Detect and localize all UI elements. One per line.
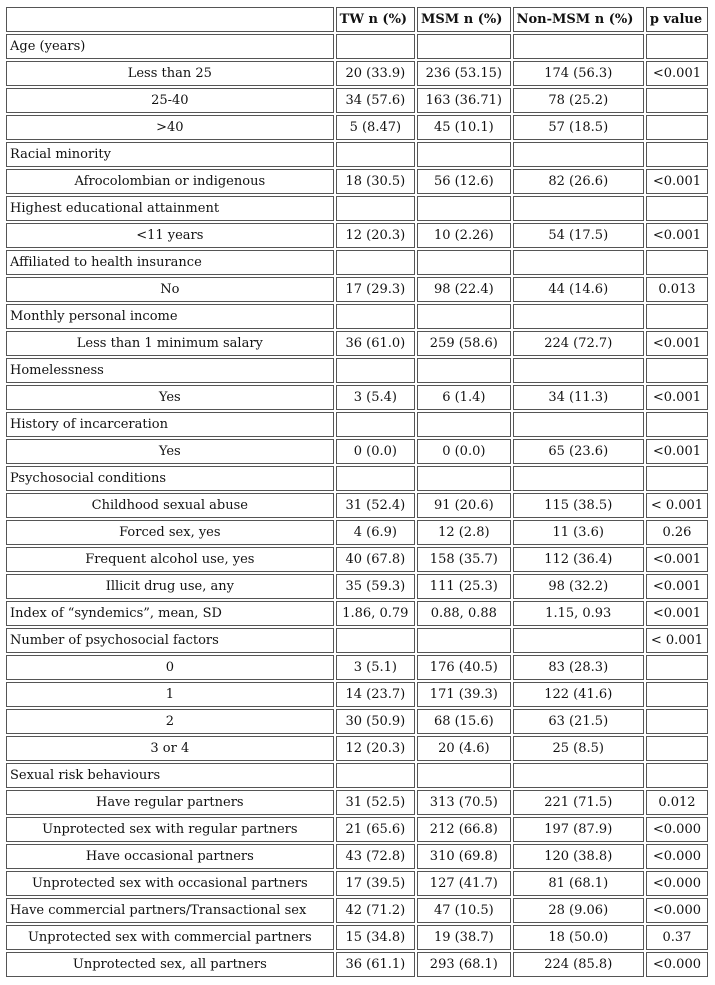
cell-tw: 4 (6.9) <box>336 520 415 545</box>
category-row <box>6 763 708 788</box>
cell-p-value: <0.000 <box>646 898 708 923</box>
cell-tw: 34 (57.6) <box>336 88 415 113</box>
cell-msm: 236 (53.15) <box>417 61 511 86</box>
cell-msm <box>417 196 511 221</box>
table-row <box>6 439 708 464</box>
category-row <box>6 142 708 167</box>
cell-tw <box>336 34 415 59</box>
cell-tw: 17 (39.5) <box>336 871 415 896</box>
cell-p-value: 0.012 <box>646 790 708 815</box>
cell-msm: 47 (10.5) <box>417 898 511 923</box>
row-label: No <box>6 277 334 302</box>
cell-tw <box>336 763 415 788</box>
row-label: History of incarceration <box>6 412 334 437</box>
cell-p-value: <0.001 <box>646 331 708 356</box>
cell-p-value <box>646 763 708 788</box>
cell-msm: 163 (36.71) <box>417 88 511 113</box>
cell-p-value <box>646 304 708 329</box>
header-tw: TW n (%) <box>336 7 415 32</box>
row-label: 1 <box>6 682 334 707</box>
row-label: 2 <box>6 709 334 734</box>
table-row <box>6 817 708 842</box>
row-label: >40 <box>6 115 334 140</box>
cell-p-value: <0.001 <box>646 385 708 410</box>
cell-msm: 127 (41.7) <box>417 871 511 896</box>
table-row <box>6 277 708 302</box>
cell-non-msm <box>513 142 644 167</box>
cell-p-value <box>646 34 708 59</box>
table-row <box>6 115 708 140</box>
row-label: Unprotected sex with regular partners <box>6 817 334 842</box>
cell-msm <box>417 763 511 788</box>
table-body <box>6 34 708 977</box>
row-label: Forced sex, yes <box>6 520 334 545</box>
cell-tw: 1.86, 0.79 <box>336 601 415 626</box>
row-label: Have commercial partners/Transactional sex <box>6 898 334 923</box>
cell-msm: 310 (69.8) <box>417 844 511 869</box>
header-empty <box>6 7 334 32</box>
cell-tw <box>336 304 415 329</box>
cell-p-value <box>646 88 708 113</box>
cell-non-msm: 122 (41.6) <box>513 682 644 707</box>
cell-msm: 158 (35.7) <box>417 547 511 572</box>
cell-non-msm: 112 (36.4) <box>513 547 644 572</box>
cell-msm <box>417 34 511 59</box>
cell-msm <box>417 466 511 491</box>
cell-tw: 21 (65.6) <box>336 817 415 842</box>
category-row <box>6 196 708 221</box>
cell-p-value: <0.000 <box>646 871 708 896</box>
table-row <box>6 331 708 356</box>
cell-msm: 98 (22.4) <box>417 277 511 302</box>
cell-msm: 6 (1.4) <box>417 385 511 410</box>
table-row <box>6 709 708 734</box>
cell-p-value: <0.000 <box>646 817 708 842</box>
cell-p-value: <0.000 <box>646 844 708 869</box>
cell-msm: 171 (39.3) <box>417 682 511 707</box>
cell-p-value <box>646 250 708 275</box>
category-row <box>6 898 708 923</box>
cell-tw: 3 (5.4) <box>336 385 415 410</box>
cell-msm <box>417 628 511 653</box>
row-label: Childhood sexual abuse <box>6 493 334 518</box>
category-row <box>6 304 708 329</box>
table-row <box>6 574 708 599</box>
cell-tw: 14 (23.7) <box>336 682 415 707</box>
header-p-value: p value <box>646 7 708 32</box>
category-row <box>6 358 708 383</box>
table-row <box>6 682 708 707</box>
cell-tw <box>336 142 415 167</box>
cell-tw: 36 (61.0) <box>336 331 415 356</box>
cell-non-msm: 224 (85.8) <box>513 952 644 977</box>
table-row <box>6 547 708 572</box>
row-label: Yes <box>6 385 334 410</box>
cell-non-msm <box>513 34 644 59</box>
cell-msm: 20 (4.6) <box>417 736 511 761</box>
cell-tw: 15 (34.8) <box>336 925 415 950</box>
row-label: 0 <box>6 655 334 680</box>
cell-non-msm: 34 (11.3) <box>513 385 644 410</box>
table-row <box>6 493 708 518</box>
row-label: 25-40 <box>6 88 334 113</box>
cell-tw: 18 (30.5) <box>336 169 415 194</box>
cell-tw: 5 (8.47) <box>336 115 415 140</box>
cell-p-value: 0.013 <box>646 277 708 302</box>
row-label: Affiliated to health insurance <box>6 250 334 275</box>
cell-p-value <box>646 196 708 221</box>
row-label: Yes <box>6 439 334 464</box>
row-label: Illicit drug use, any <box>6 574 334 599</box>
cell-p-value: <0.000 <box>646 952 708 977</box>
cell-non-msm: 1.15, 0.93 <box>513 601 644 626</box>
row-label: Racial minority <box>6 142 334 167</box>
cell-p-value <box>646 412 708 437</box>
row-label: Unprotected sex with occasional partners <box>6 871 334 896</box>
cell-non-msm: 57 (18.5) <box>513 115 644 140</box>
cell-non-msm: 83 (28.3) <box>513 655 644 680</box>
cell-p-value <box>646 358 708 383</box>
cell-msm: 56 (12.6) <box>417 169 511 194</box>
header-non-msm: Non-MSM n (%) <box>513 7 644 32</box>
cell-non-msm: 44 (14.6) <box>513 277 644 302</box>
cell-p-value: <0.001 <box>646 601 708 626</box>
cell-non-msm <box>513 466 644 491</box>
cell-msm: 212 (66.8) <box>417 817 511 842</box>
cell-non-msm: 174 (56.3) <box>513 61 644 86</box>
table-row <box>6 520 708 545</box>
cell-tw: 40 (67.8) <box>336 547 415 572</box>
category-row <box>6 628 708 653</box>
cell-p-value: <0.001 <box>646 223 708 248</box>
cell-p-value: <0.001 <box>646 574 708 599</box>
category-row <box>6 34 708 59</box>
cell-non-msm: 81 (68.1) <box>513 871 644 896</box>
cell-tw <box>336 196 415 221</box>
cell-non-msm: 78 (25.2) <box>513 88 644 113</box>
cell-msm: 10 (2.26) <box>417 223 511 248</box>
cell-tw: 3 (5.1) <box>336 655 415 680</box>
cell-tw <box>336 628 415 653</box>
cell-p-value <box>646 682 708 707</box>
cell-non-msm: 28 (9.06) <box>513 898 644 923</box>
cell-msm: 176 (40.5) <box>417 655 511 680</box>
cell-p-value <box>646 736 708 761</box>
cell-non-msm <box>513 358 644 383</box>
cell-msm: 313 (70.5) <box>417 790 511 815</box>
row-label: Number of psychosocial factors <box>6 628 334 653</box>
cell-non-msm: 82 (26.6) <box>513 169 644 194</box>
category-row <box>6 250 708 275</box>
cell-non-msm <box>513 304 644 329</box>
cell-msm <box>417 358 511 383</box>
cell-tw <box>336 466 415 491</box>
cell-msm: 68 (15.6) <box>417 709 511 734</box>
cell-msm: 12 (2.8) <box>417 520 511 545</box>
cell-tw: 12 (20.3) <box>336 223 415 248</box>
row-label: Age (years) <box>6 34 334 59</box>
cell-non-msm: 115 (38.5) <box>513 493 644 518</box>
table-row <box>6 88 708 113</box>
table-row <box>6 61 708 86</box>
cell-p-value <box>646 655 708 680</box>
table-row <box>6 844 708 869</box>
cell-p-value: < 0.001 <box>646 493 708 518</box>
table-row <box>6 655 708 680</box>
cell-non-msm: 224 (72.7) <box>513 331 644 356</box>
cell-non-msm <box>513 250 644 275</box>
cell-non-msm: 120 (38.8) <box>513 844 644 869</box>
row-label: <11 years <box>6 223 334 248</box>
row-label: Unprotected sex with commercial partners <box>6 925 334 950</box>
cell-tw: 36 (61.1) <box>336 952 415 977</box>
cell-non-msm: 54 (17.5) <box>513 223 644 248</box>
cell-non-msm: 98 (32.2) <box>513 574 644 599</box>
cell-non-msm <box>513 196 644 221</box>
row-label: Less than 1 minimum salary <box>6 331 334 356</box>
row-label: Afrocolombian or indigenous <box>6 169 334 194</box>
cell-non-msm: 63 (21.5) <box>513 709 644 734</box>
cell-non-msm <box>513 763 644 788</box>
row-label: Unprotected sex, all partners <box>6 952 334 977</box>
cell-p-value <box>646 142 708 167</box>
table-row <box>6 790 708 815</box>
cell-msm <box>417 304 511 329</box>
cell-msm: 91 (20.6) <box>417 493 511 518</box>
table-row <box>6 925 708 950</box>
cell-non-msm: 11 (3.6) <box>513 520 644 545</box>
cell-p-value: < 0.001 <box>646 628 708 653</box>
cell-p-value <box>646 709 708 734</box>
cell-tw: 42 (71.2) <box>336 898 415 923</box>
cell-msm <box>417 250 511 275</box>
table-row <box>6 385 708 410</box>
table-row <box>6 223 708 248</box>
cell-tw: 17 (29.3) <box>336 277 415 302</box>
cell-tw <box>336 412 415 437</box>
cell-msm: 259 (58.6) <box>417 331 511 356</box>
cell-non-msm: 197 (87.9) <box>513 817 644 842</box>
cell-p-value: <0.001 <box>646 439 708 464</box>
row-label: Have regular partners <box>6 790 334 815</box>
category-row <box>6 601 708 626</box>
cell-tw: 20 (33.9) <box>336 61 415 86</box>
row-label: 3 or 4 <box>6 736 334 761</box>
data-table <box>4 5 710 979</box>
cell-p-value: <0.001 <box>646 169 708 194</box>
cell-tw: 35 (59.3) <box>336 574 415 599</box>
cell-p-value <box>646 115 708 140</box>
row-label: Sexual risk behaviours <box>6 763 334 788</box>
header-row <box>6 7 708 32</box>
cell-msm: 19 (38.7) <box>417 925 511 950</box>
cell-tw <box>336 358 415 383</box>
cell-tw: 31 (52.5) <box>336 790 415 815</box>
cell-msm: 111 (25.3) <box>417 574 511 599</box>
cell-non-msm <box>513 412 644 437</box>
table-row <box>6 169 708 194</box>
table-row <box>6 952 708 977</box>
cell-p-value: <0.001 <box>646 547 708 572</box>
row-label: Highest educational attainment <box>6 196 334 221</box>
cell-msm <box>417 412 511 437</box>
row-label: Index of “syndemics”, mean, SD <box>6 601 334 626</box>
cell-non-msm: 18 (50.0) <box>513 925 644 950</box>
cell-msm: 0.88, 0.88 <box>417 601 511 626</box>
cell-non-msm: 25 (8.5) <box>513 736 644 761</box>
cell-p-value: 0.37 <box>646 925 708 950</box>
cell-tw: 0 (0.0) <box>336 439 415 464</box>
cell-msm: 45 (10.1) <box>417 115 511 140</box>
cell-tw: 12 (20.3) <box>336 736 415 761</box>
row-label: Homelessness <box>6 358 334 383</box>
cell-msm: 293 (68.1) <box>417 952 511 977</box>
cell-p-value <box>646 466 708 491</box>
table-row <box>6 871 708 896</box>
row-label: Have occasional partners <box>6 844 334 869</box>
row-label: Less than 25 <box>6 61 334 86</box>
row-label: Frequent alcohol use, yes <box>6 547 334 572</box>
cell-p-value: <0.001 <box>646 61 708 86</box>
cell-tw <box>336 250 415 275</box>
cell-msm: 0 (0.0) <box>417 439 511 464</box>
table-row <box>6 736 708 761</box>
row-label: Monthly personal income <box>6 304 334 329</box>
cell-tw: 31 (52.4) <box>336 493 415 518</box>
cell-tw: 30 (50.9) <box>336 709 415 734</box>
cell-non-msm: 221 (71.5) <box>513 790 644 815</box>
cell-p-value: 0.26 <box>646 520 708 545</box>
category-row <box>6 466 708 491</box>
header-msm: MSM n (%) <box>417 7 511 32</box>
cell-non-msm <box>513 628 644 653</box>
category-row <box>6 412 708 437</box>
cell-non-msm: 65 (23.6) <box>513 439 644 464</box>
row-label: Psychosocial conditions <box>6 466 334 491</box>
cell-msm <box>417 142 511 167</box>
cell-tw: 43 (72.8) <box>336 844 415 869</box>
